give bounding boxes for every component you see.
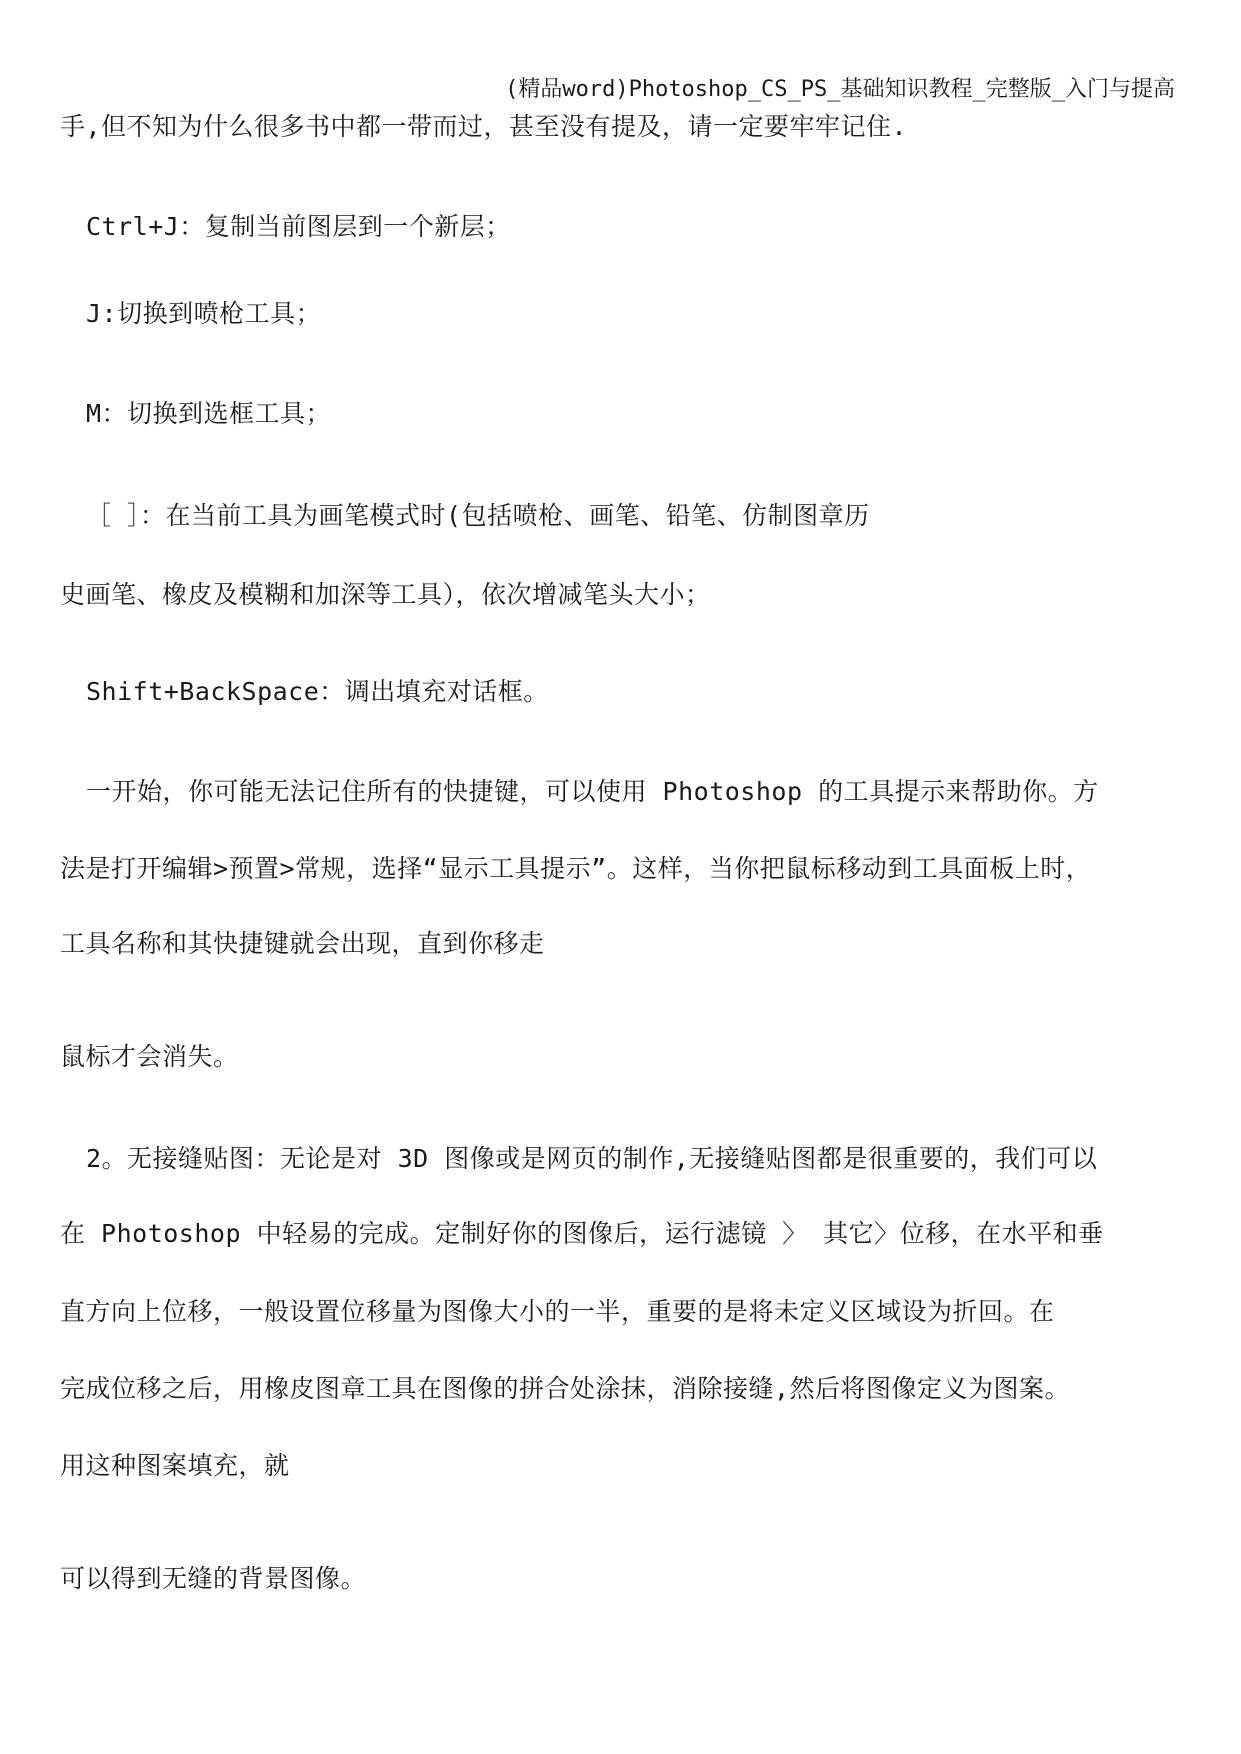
text-line: Ctrl+J：复制当前图层到一个新层； — [86, 212, 511, 241]
text-line: Shift+BackSpace：调出填充对话框。 — [86, 677, 549, 706]
text-line: 手,但不知为什么很多书中都一带而过，甚至没有提及，请一定要牢牢记住. — [60, 112, 908, 141]
text-line: 一开始，你可能无法记住所有的快捷键，可以使用 Photoshop 的工具提示来帮助你。方 — [86, 777, 1099, 806]
page-header: (精品word)Photoshop_CS_PS_基础知识教程_完整版_入门与提高 — [505, 77, 1175, 102]
text-line: 法是打开编辑>预置>常规，选择“显示工具提示”。这样，当你把鼠标移动到工具面板上时， — [60, 854, 1092, 883]
text-line: 史画笔、橡皮及模糊和加深等工具），依次增减笔头大小； — [60, 580, 711, 609]
text-line: 可以得到无缝的背景图像。 — [60, 1564, 367, 1593]
text-line: ［ ］：在当前工具为画笔模式时(包括喷枪、画笔、铅笔、仿制图章历 — [86, 501, 870, 530]
text-line: 工具名称和其快捷键就会出现，直到你移走 — [60, 929, 545, 958]
text-line: M：切换到选框工具； — [86, 399, 332, 428]
text-line: J:切换到喷枪工具； — [86, 299, 322, 328]
text-line: 在 Photoshop 中轻易的完成。定制好你的图像后，运行滤镜 〉 其它〉位移，在水平和垂 — [60, 1219, 1104, 1248]
text-line: 用这种图案填充，就 — [60, 1451, 290, 1480]
text-line: 直方向上位移，一般设置位移量为图像大小的一半，重要的是将未定义区域设为折回。在 — [60, 1297, 1055, 1326]
text-line: 鼠标才会消失。 — [60, 1042, 239, 1071]
text-line: 完成位移之后，用橡皮图章工具在图像的拼合处涂抹，消除接缝,然后将图像定义为图案。 — [60, 1374, 1071, 1403]
text-line: 2。无接缝贴图：无论是对 3D 图像或是网页的制作,无接缝贴图都是很重要的，我们可以 — [86, 1144, 1098, 1173]
